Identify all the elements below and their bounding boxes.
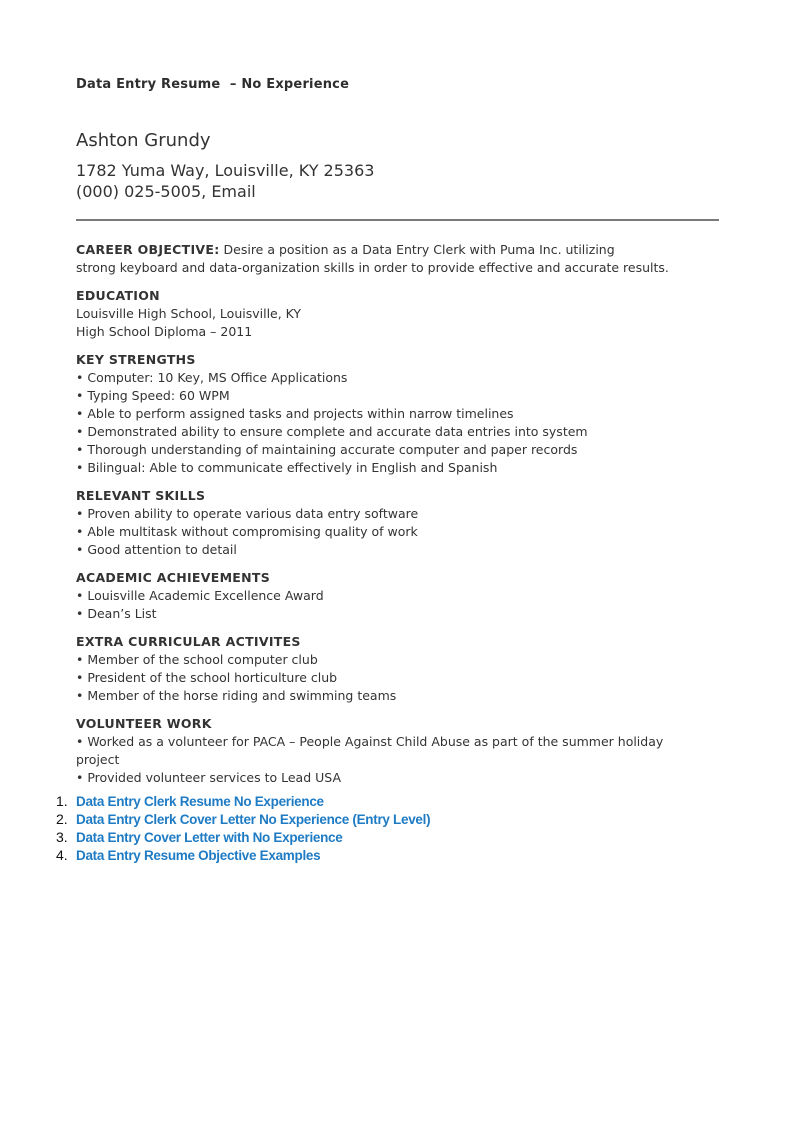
extra-curricular-section (76, 633, 726, 705)
education-school: Louisville High School, Louisville, KY (76, 306, 302, 321)
list-item: • Dean’s List (76, 606, 157, 621)
list-item: • Computer: 10 Key, MS Office Applications (76, 370, 348, 385)
applicant-name: Ashton Grundy (76, 130, 211, 151)
list-item: • Good attention to detail (76, 542, 237, 557)
list-item-continuation: project (76, 752, 120, 767)
related-link-item (48, 846, 430, 864)
link-number: 2. (56, 811, 68, 827)
list-item: • Provided volunteer services to Lead USA (76, 770, 341, 785)
list-item: • Member of the horse riding and swimming teams (76, 688, 397, 703)
section-heading-volunteer: VOLUNTEER WORK (76, 716, 212, 731)
document-title-main: Data Entry Resume (76, 77, 221, 92)
list-item: • Typing Speed: 60 WPM (76, 388, 230, 403)
section-heading-extra-curricular: EXTRA CURRICULAR ACTIVITES (76, 634, 301, 649)
list-item: • Demonstrated ability to ensure complete and accurate data entries into system (76, 424, 588, 439)
list-item: • Member of the school computer club (76, 652, 318, 667)
list-item: • Proven ability to operate various data entry software (76, 506, 419, 521)
section-heading-education: EDUCATION (76, 288, 160, 303)
link-number: 1. (56, 793, 68, 809)
list-item: • Able multitask without compromising quality of work (76, 524, 418, 539)
key-strengths-section (76, 351, 726, 477)
section-heading-relevant-skills: RELEVANT SKILLS (76, 488, 206, 503)
related-link-2[interactable]: Data Entry Clerk Cover Letter No Experience (Entry Level) (76, 812, 431, 827)
resume-body (76, 241, 726, 787)
related-link-item (48, 792, 430, 810)
link-number: 3. (56, 829, 68, 845)
list-item: • President of the school horticulture club (76, 670, 338, 685)
related-link-item (48, 828, 430, 846)
related-link-1[interactable]: Data Entry Clerk Resume No Experience (76, 794, 324, 809)
document-title-separator: – (220, 77, 242, 92)
related-link-item (48, 810, 430, 828)
header-divider (76, 219, 719, 221)
link-number: 4. (56, 847, 68, 863)
document-title-sub: No Experience (241, 77, 350, 92)
education-section (76, 287, 726, 341)
document-title (76, 77, 349, 92)
related-links-list (48, 792, 430, 864)
related-link-4[interactable]: Data Entry Resume Objective Examples (76, 848, 321, 863)
career-objective-text-1: Desire a position as a Data Entry Clerk with Puma Inc. utilizing (219, 242, 615, 257)
list-item: • Louisville Academic Excellence Award (76, 588, 324, 603)
address-line: 1782 Yuma Way, Louisville, KY 25363 (76, 161, 375, 180)
volunteer-work-section (76, 715, 726, 787)
relevant-skills-section (76, 487, 726, 559)
list-item: • Worked as a volunteer for PACA – People Against Child Abuse as part of the summer holiday (76, 734, 664, 749)
career-objective-section (76, 241, 726, 277)
section-heading-academic: ACADEMIC ACHIEVEMENTS (76, 570, 271, 585)
contact-block (76, 160, 374, 202)
section-heading-key-strengths: KEY STRENGTHS (76, 352, 196, 367)
education-diploma: High School Diploma – 2011 (76, 324, 253, 339)
career-objective-text-2: strong keyboard and data-organization skills in order to provide effective and accurate results. (76, 260, 669, 275)
list-item: • Thorough understanding of maintaining accurate computer and paper records (76, 442, 578, 457)
phone-email-line: (000) 025-5005, Email (76, 182, 256, 201)
list-item: • Able to perform assigned tasks and projects within narrow timelines (76, 406, 514, 421)
related-link-3[interactable]: Data Entry Cover Letter with No Experience (76, 830, 343, 845)
academic-achievements-section (76, 569, 726, 623)
list-item: • Bilingual: Able to communicate effectively in English and Spanish (76, 460, 498, 475)
career-objective-label: CAREER OBJECTIVE: (76, 242, 220, 257)
